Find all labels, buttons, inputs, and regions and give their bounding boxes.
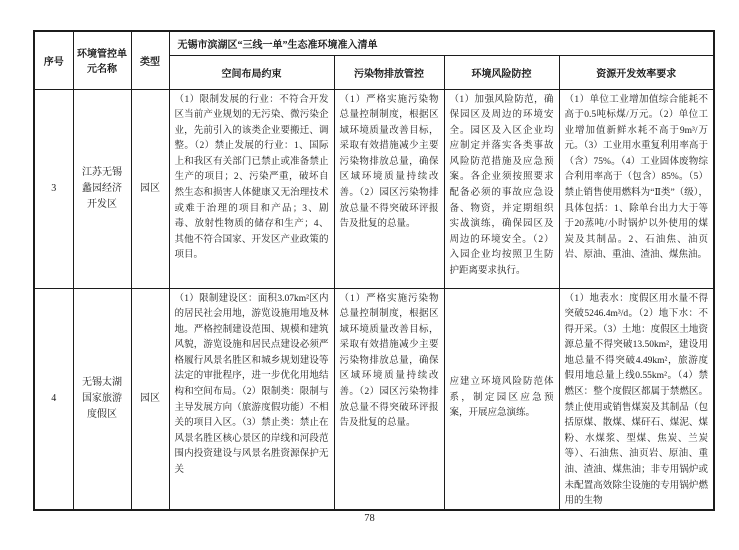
table-row [34,89,714,288]
row4-risk-prevention [444,288,559,510]
row4-resource-efficiency [559,288,714,510]
header-type: 类型 [131,31,169,89]
row3-unit-name: 江苏无锡蠡园经济开发区 [73,89,131,288]
header-resource-efficiency: 资源开发效率要求 [559,55,714,89]
row3-spatial-constraints [169,89,334,288]
row4-pollution-control-text: （1）严格实施污染物总量控制制度，根据区域环境质量改善目标，采取有效措施减少主要污染物排放总量，确保区域环境质量持续改善。（2）园区污染物排放总量不得突破环评报告及批复的总量。 [339,293,439,429]
row4-spatial-constraints [169,288,334,510]
row3-resource-efficiency-text: （1）单位工业增加值综合能耗不高于0.5吨标煤/万元。（2）单位工业增加值新鲜水耗不高于9m³/万元。（3）工业用水重复利用率高于（含）75%。（4）工业固体废物综合利用率高于（包含）85%。（5）禁止销售使用燃料为“Ⅱ类”（级），具体包括：1、除单台出力大于等于20蒸吨/小时锅炉以外使用的煤炭及其制品。2、石油焦、油页岩、原油、重油、渣油、煤焦油。 [564,94,708,261]
row3-type: 园区 [131,89,169,288]
row4-pollution-control [334,288,444,510]
eco-environment-access-table [33,30,715,511]
header-pollution-control: 污染物排放管控 [334,55,444,89]
row4-spatial-constraints-text: （1）限制建设区：面积3.07km²区内的居民社会用地，游览设施用地及林地。严格控制建设范围、规模和建筑风貌，游览设施和居民点建设必须严格履行风景名胜区和城乡规划建设等法定的审批程序，进一步优化用地结构和空间布局。（2）限制类：限制与主导发展方向（旅游度假功能）不相关的项目入区。（3）禁止类：禁止在风景名胜区核心景区的岸线和河段范围内投资建设与风景名胜资源保护无关 [174,293,329,476]
table-row [34,288,714,510]
row3-pollution-control [334,89,444,288]
row4-risk-prevention-text: 应建立环境风险防范体系，制定园区应急预案，开展应急演练。 [449,377,554,419]
row3-spatial-constraints-text: （1）限制发展的行业：不符合开发区当前产业规划的无污染、微污染企业，先前引入的该类企业要搬迁、调整。（2）禁止发展的行业：1、国际上和我区有关部门已禁止或准备禁止生产的项目；2、污染严重，破坏自然生态和损害人体健康又无治理技术或难于治理的项目和产品；3、剧毒、放射性物质的储存和生产；4、其他不符合国家、开发区产业政策的项目。 [174,94,329,261]
row4-resource-efficiency-text: （1）地表水：度假区用水量不得突破5246.4m³/d。（2）地下水：不得开采。（3）土地：度假区土地资源总量不得突破13.50km²，建设用地总量不得突破4.49km²，旅游度假用地总量上线0.55km²。（4）禁燃区：整个度假区都属于禁燃区。禁止使用或销售煤炭及其制品（包括原煤、散煤、煤矸石、煤泥、煤粉、水煤浆、型煤、焦炭、兰炭等）、石油焦、油页岩、原油、重油、渣油、煤焦油；非专用锅炉或未配置高效除尘设施的专用锅炉燃用的生物 [564,293,708,507]
row3-resource-efficiency [559,89,714,288]
row4-type: 园区 [131,288,169,510]
row4-index: 4 [34,288,73,510]
header-index: 序号 [34,31,73,89]
row3-index: 3 [34,89,73,288]
header-risk-prevention: 环境风险防控 [444,55,559,89]
table-header-row-1 [34,31,714,55]
row3-risk-prevention [444,89,559,288]
row4-unit-name: 无锡太湖国家旅游度假区 [73,288,131,510]
header-unit-name: 环境管控单元名称 [73,31,131,89]
header-merged-title: 无锡市滨湖区“三线一单”生态准环境准入清单 [169,31,714,55]
header-spatial-constraints: 空间布局约束 [169,55,334,89]
row3-risk-prevention-text: （1）加强风险防范，确保园区及周边的环境安全。园区及入区企业均应制定并落实各类事故风险防范措施及应急预案。各企业须按照要求配备必须的事故应急设备、物资，并定期组织实战演练，确保园区及周边的环境安全。（2）入园企业均按照卫生防护距离要求执行。 [449,94,554,277]
page-number: 78 [364,513,375,524]
row3-pollution-control-text: （1）严格实施污染物总量控制制度，根据区域环境质量改善目标，采取有效措施减少主要污染物排放总量，确保区域环境质量持续改善。（2）园区污染物排放总量不得突破环评报告及批复的总量。 [339,94,439,230]
